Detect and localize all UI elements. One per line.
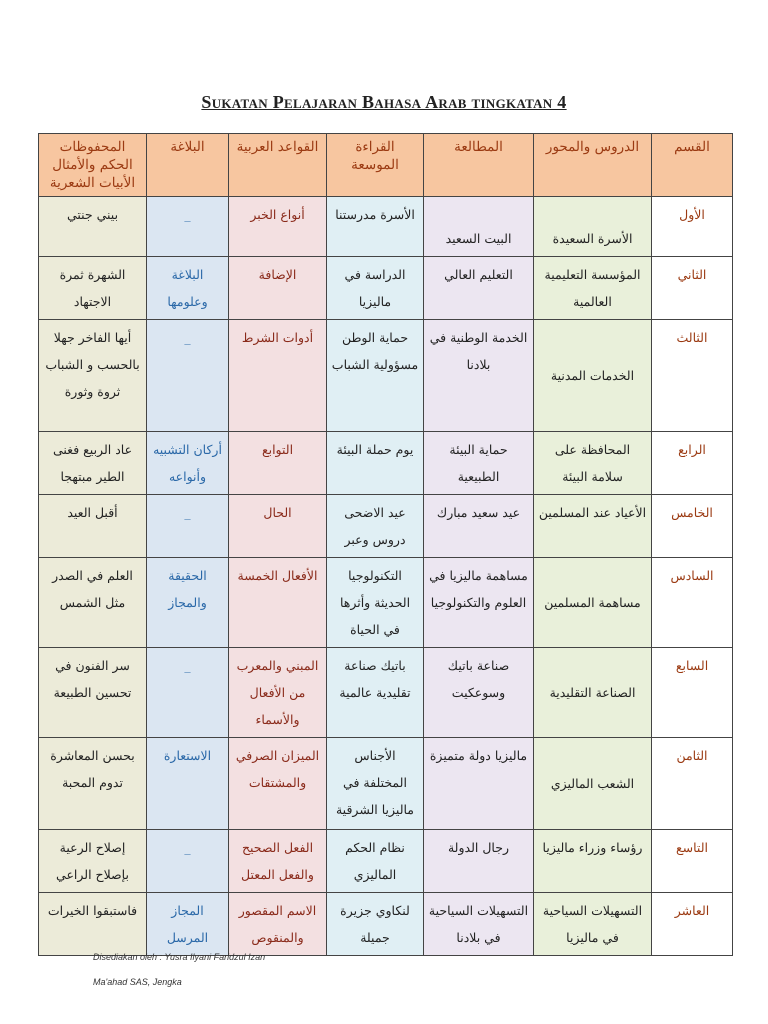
cell-lesson: المؤسسة التعليمية العالمية	[534, 257, 652, 320]
cell-extended-reading: حماية الوطن مسؤولية الشباب	[327, 320, 424, 432]
cell-grammar: الإضافة	[229, 257, 327, 320]
prepared-by-note: Disediakan oleh : Yusra Ilyani Faridzul Izan	[93, 952, 266, 962]
header-lesson: الدروس والمحور	[534, 134, 652, 197]
cell-lesson: المحافظة على سلامة البيئة	[534, 432, 652, 495]
cell-rhetoric: الحقيقة والمجاز	[147, 558, 229, 648]
institution-note: Ma'ahad SAS, Jengka	[93, 977, 182, 987]
cell-extended-reading: لنكاوي جزيرة جميلة	[327, 893, 424, 956]
cell-section: الأول	[652, 197, 733, 257]
cell-memorized: فاستبقوا الخيرات	[39, 893, 147, 956]
cell-extended-reading: الدراسة في ماليزيا	[327, 257, 424, 320]
cell-rhetoric: المجاز المرسل	[147, 893, 229, 956]
cell-section: العاشر	[652, 893, 733, 956]
cell-reading: ماليزيا دولة متميزة	[424, 738, 534, 830]
cell-section: الثاني	[652, 257, 733, 320]
page-title: Sukatan Pelajaran Bahasa Arab tingkatan 4	[201, 92, 567, 112]
cell-rhetoric: _	[147, 830, 229, 893]
cell-memorized: العلم في الصدر مثل الشمس	[39, 558, 147, 648]
cell-extended-reading: باتيك صناعة تقليدية عالمية	[327, 648, 424, 738]
cell-extended-reading: نظام الحكم الماليزي	[327, 830, 424, 893]
cell-lesson: الصناعة التقليدية	[534, 648, 652, 738]
header-grammar: القواعد العربية	[229, 134, 327, 197]
header-reading: المطالعة	[424, 134, 534, 197]
cell-reading: عيد سعيد مبارك	[424, 495, 534, 558]
cell-memorized: إصلاح الرعية بإصلاح الراعي	[39, 830, 147, 893]
cell-rhetoric: _	[147, 495, 229, 558]
cell-grammar: التوابع	[229, 432, 327, 495]
cell-section: الثامن	[652, 738, 733, 830]
cell-extended-reading: التكنولوجيا الحديثة وأثرها في الحياة	[327, 558, 424, 648]
table-row	[39, 648, 733, 738]
cell-memorized: الشهرة ثمرة الاجتهاد	[39, 257, 147, 320]
cell-section: الخامس	[652, 495, 733, 558]
table-row	[39, 830, 733, 893]
cell-grammar: الحال	[229, 495, 327, 558]
cell-lesson: التسهيلات السياحية في ماليزيا	[534, 893, 652, 956]
cell-rhetoric: _	[147, 648, 229, 738]
header-row	[39, 134, 733, 197]
cell-grammar: أدوات الشرط	[229, 320, 327, 432]
table-row	[39, 257, 733, 320]
cell-memorized: سر الفنون في تحسين الطبيعة	[39, 648, 147, 738]
cell-memorized: بحسن المعاشرة تدوم المحبة	[39, 738, 147, 830]
header-section: القسم	[652, 134, 733, 197]
cell-rhetoric: الاستعارة	[147, 738, 229, 830]
cell-lesson: رؤساء وزراء ماليزيا	[534, 830, 652, 893]
cell-reading: البيت السعيد	[424, 197, 534, 257]
cell-lesson: الخدمات المدنية	[534, 320, 652, 432]
cell-memorized: عاد الربيع فغنى الطير مبتهجا	[39, 432, 147, 495]
cell-lesson: الشعب الماليزي	[534, 738, 652, 830]
cell-reading: مساهمة ماليزيا في العلوم والتكنولوجيا	[424, 558, 534, 648]
header-memorized: المحفوظات الحكم والأمثال الأبيات الشعرية	[39, 134, 147, 197]
cell-rhetoric: _	[147, 320, 229, 432]
table-row	[39, 893, 733, 956]
table-row	[39, 495, 733, 558]
cell-memorized: أيها الفاخر جهلا بالحسب و الشباب ثروة وثورة	[39, 320, 147, 432]
cell-grammar: الاسم المقصور والمنقوص	[229, 893, 327, 956]
cell-memorized: بيني جنتي	[39, 197, 147, 257]
header-extended-reading: القراءة الموسعة	[327, 134, 424, 197]
cell-reading: صناعة باتيك وسوعكيت	[424, 648, 534, 738]
cell-section: الثالث	[652, 320, 733, 432]
cell-section: الرابع	[652, 432, 733, 495]
table-row	[39, 738, 733, 830]
table-row	[39, 558, 733, 648]
cell-grammar: المبني والمعرب من الأفعال والأسماء	[229, 648, 327, 738]
cell-reading: رجال الدولة	[424, 830, 534, 893]
cell-section: السابع	[652, 648, 733, 738]
table-row	[39, 320, 733, 432]
cell-reading: التعليم العالي	[424, 257, 534, 320]
syllabus-table	[38, 133, 733, 956]
cell-extended-reading: الأسرة مدرستنا	[327, 197, 424, 257]
cell-rhetoric: أركان التشبيه وأنواعه	[147, 432, 229, 495]
cell-section: التاسع	[652, 830, 733, 893]
cell-section: السادس	[652, 558, 733, 648]
cell-rhetoric: _	[147, 197, 229, 257]
cell-lesson: الأسرة السعيدة	[534, 197, 652, 257]
table-row	[39, 197, 733, 257]
cell-grammar: الفعل الصحيح والفعل المعتل	[229, 830, 327, 893]
cell-extended-reading: يوم حملة البيئة	[327, 432, 424, 495]
cell-grammar: أنواع الخبر	[229, 197, 327, 257]
cell-reading: الخدمة الوطنية في بلادنا	[424, 320, 534, 432]
cell-lesson: مساهمة المسلمين	[534, 558, 652, 648]
cell-reading: التسهيلات السياحية في بلادنا	[424, 893, 534, 956]
cell-extended-reading: عيد الاضحى دروس وعبر	[327, 495, 424, 558]
header-rhetoric: البلاغة	[147, 134, 229, 197]
cell-grammar: الميزان الصرفي والمشتقات	[229, 738, 327, 830]
cell-reading: حماية البيئة الطبيعية	[424, 432, 534, 495]
cell-grammar: الأفعال الخمسة	[229, 558, 327, 648]
cell-memorized: أقبل العيد	[39, 495, 147, 558]
cell-rhetoric: البلاغة وعلومها	[147, 257, 229, 320]
table-row	[39, 432, 733, 495]
cell-extended-reading: الأجناس المختلفة في ماليزيا الشرقية	[327, 738, 424, 830]
cell-lesson: الأعياد عند المسلمين	[534, 495, 652, 558]
